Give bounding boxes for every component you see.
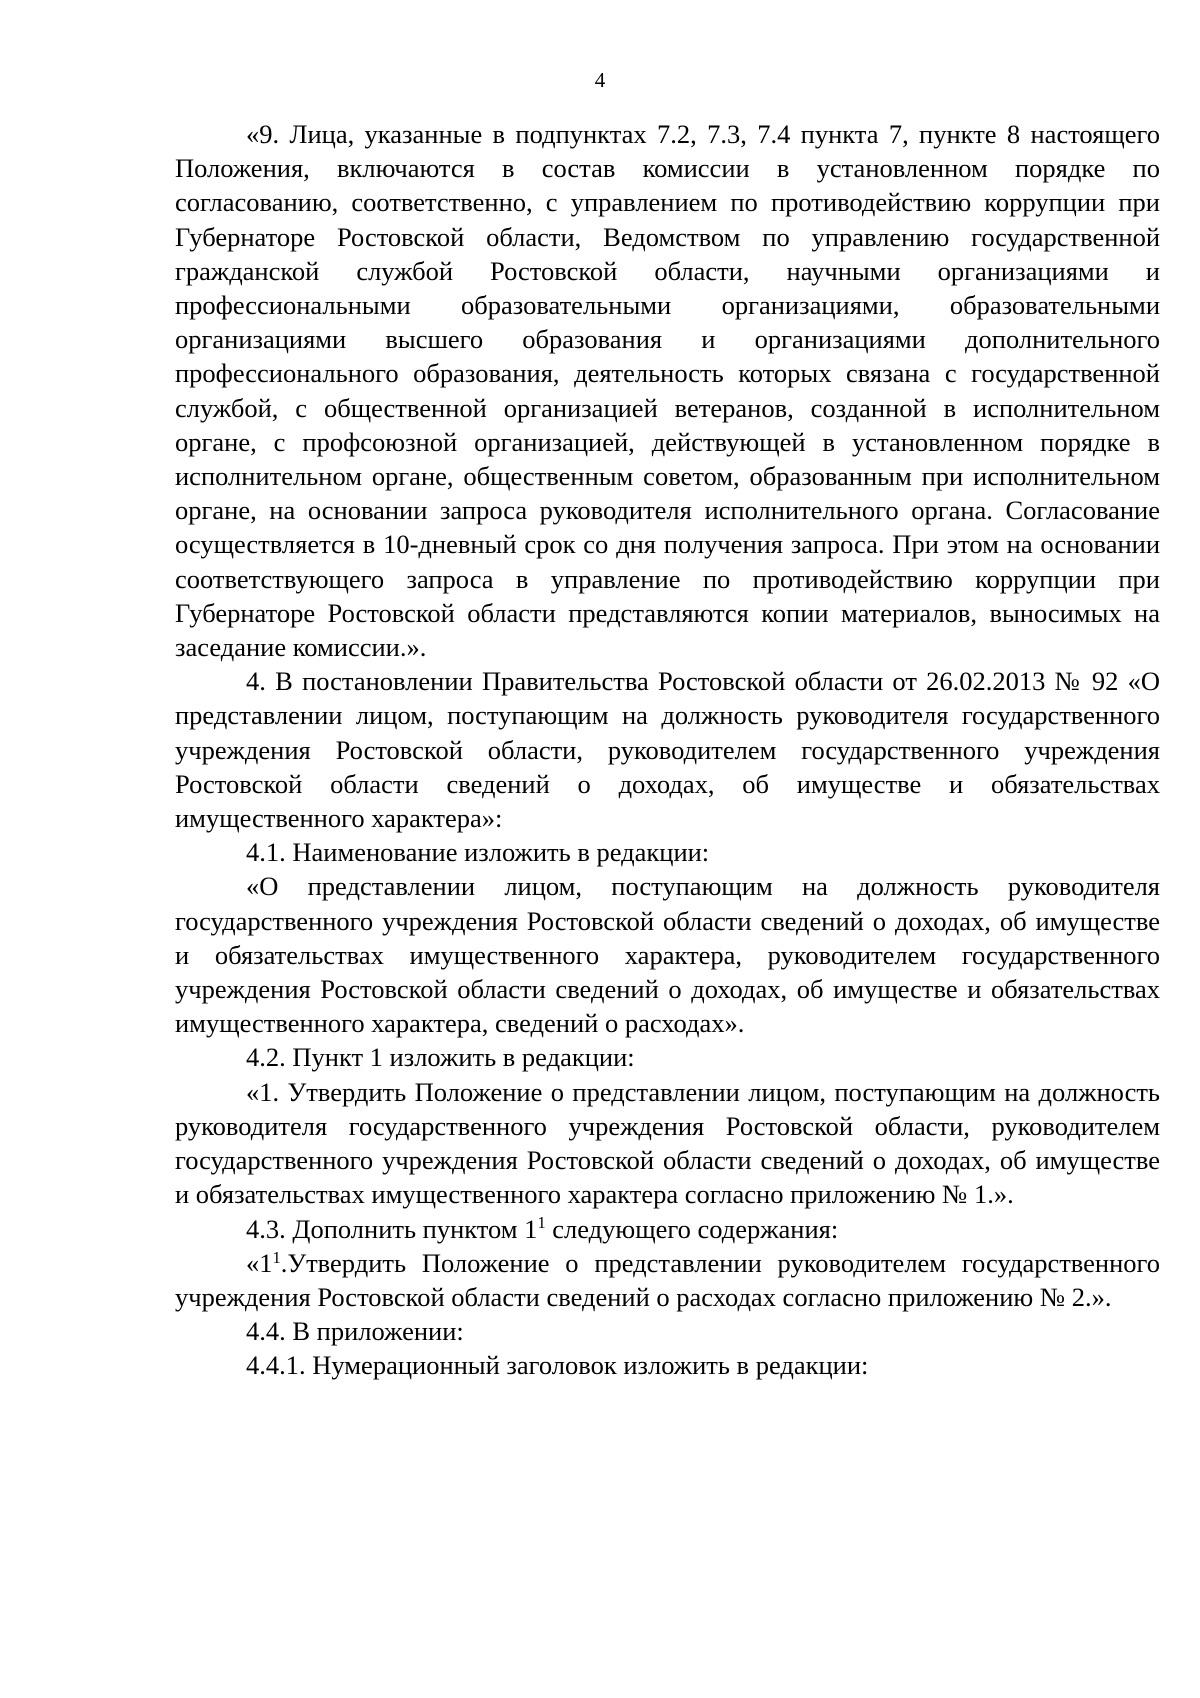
paragraph-4-3-quote-start: «1 [246, 1247, 273, 1278]
paragraph-9: «9. Лица, указанные в подпунктах 7.2, 7.3, 7.4 пункта 7, пункте 8 настоящего Положения, включаются в состав комиссии в установленном порядке по согласованию, соответственно, с управлением по противодействию коррупции при Губернаторе Ростовской области, Ведомством по управлению государственной гражданской службой Ростовской области, научными организациями и профессиональными образовательными организациями, образовательными организациями высшего образования и организациями дополнительного профессионального образования, деятельность которых связана с государственной службой, с общественной организацией ветеранов, созданной в исполнительном органе, с профсоюзной организацией, действующей в установленном порядке в исполнительном органе, общественным советом, образованным при исполнительном органе, на основании запроса руководителя исполнительного органа. Согласование осуществляется в 10-дневный срок со дня получения запроса. При этом на основании соответствующего запроса в управление по противодействию коррупции при Губернаторе Ростовской области представляются копии материалов, выносимых на заседание комиссии.». [175, 119, 1160, 663]
paragraph-4-1-quote: «О представлении лицом, поступающим на должность руководителя государственного учреждения Ростовской области сведений о доходах, об имуществе и обязательствах имущественного характера, руководителем государственного учреждения Ростовской области сведений о доходах, об имуществе и обязательствах имущественного характера, сведений о расходах». [175, 871, 1160, 1039]
paragraph-4: 4. В постановлении Правительства Ростовской области от 26.02.2013 № 92 «О представлении лицом, поступающим на должность руководителя государственного учреждения Ростовской области, руководителем государственного учреждения Ростовской области сведений о доходах, об имуществе и обязательствах имущественного характера»: [175, 666, 1160, 834]
document-body [175, 117, 1160, 1383]
page-number: 4 [594, 68, 606, 92]
paragraph-4-3 [175, 1212, 1160, 1246]
superscript-index: 1 [272, 1247, 281, 1267]
paragraph-4-4: 4.4. В приложении: [246, 1316, 464, 1347]
paragraph-4-3-quote-end: .Утвердить Положение о представлении руководителем государственного учреждения Ростовской области сведений о расходах согласно приложению № 2.». [175, 1247, 1160, 1312]
superscript-index: 1 [537, 1213, 546, 1233]
paragraph-4-2: 4.2. Пункт 1 изложить в редакции: [246, 1042, 635, 1073]
paragraph-4-2-quote: «1. Утвердить Положение о представлении лицом, поступающим на должность руководителя государственного учреждения Ростовской области, руководителем государственного учреждения Ростовской области сведений о доходах, об имуществе и обязательствах имущественного характера согласно приложению № 1.». [175, 1076, 1160, 1210]
paragraph-4-3-text-start: 4.3. Дополнить пунктом 1 [246, 1213, 538, 1244]
paragraph-4-3-text-end: следующего содержания: [545, 1213, 839, 1244]
paragraph-4-4-1: 4.4.1. Нумерационный заголовок изложить в редакции: [246, 1350, 869, 1381]
paragraph-4-3-quote [175, 1246, 1160, 1314]
paragraph-4-1: 4.1. Наименование изложить в редакции: [246, 837, 710, 868]
